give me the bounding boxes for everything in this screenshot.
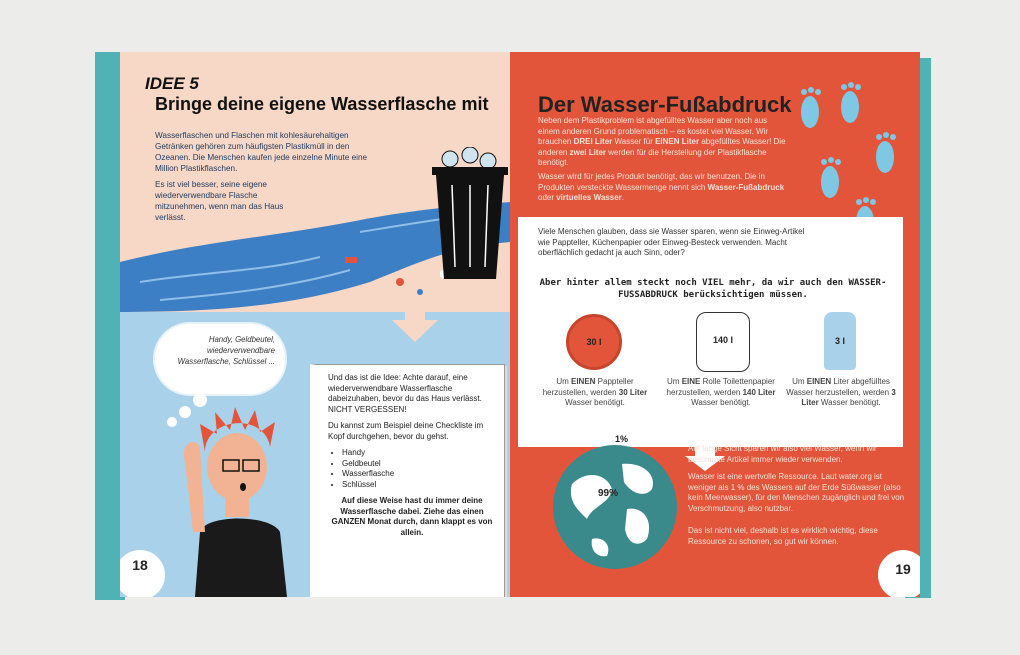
advice-paragraph: Es ist viel besser, seine eigene wiederverwendbare Flasche mitzunehmen, wenn man das Haus verlässt.	[155, 180, 284, 222]
page-left	[120, 52, 510, 597]
page-number-right: 19	[878, 550, 920, 597]
globe-icon	[552, 444, 678, 570]
note-conclusion: Auf diese Weise hast du immer deine Wasserflasche dabei. Ziehe das einen GANZEN Monat durch, dann klappt es von allein.	[331, 496, 493, 537]
water-cost-paragraph: Neben dem Plastikproblem ist abgefülltes Wasser aber noch aus einem anderen Grund problematisch – es kostet viel Wasser. Wir brauchen DREI Liter Wasser für EINEN Liter abgefülltes Wasser! Die anderen zwei Liter werden für die Herstellung der Plastikflasche benötigt.	[538, 116, 786, 167]
checklist-note	[310, 364, 505, 597]
idea-heading: IDEE 5	[145, 74, 199, 93]
comparison-intro: Viele Menschen glauben, dass sie Wasser sparen, wenn sie Einweg-Artikel wie Pappteller, Küchenpapier oder Einweg-Besteck verwenden. Macht oberflächlich gedacht ja auch Sinn, oder?	[538, 227, 805, 257]
plate-label: 30 l	[586, 337, 602, 347]
toilet-roll-label: 140 l	[712, 335, 734, 345]
note-paragraph-idea: Und das ist die Idee: Achte darauf, eine wiederverwendbare Wasserflasche dabeizuhaben, bevor du das Haus verlässt. NICHT VERGESSEN!	[328, 373, 482, 414]
water-bottle-label: 3 l	[834, 336, 845, 346]
checklist-item: • Schlüssel	[342, 480, 496, 491]
page-number-left: 18	[120, 550, 165, 597]
comparison-box	[518, 217, 903, 447]
note-paragraph-checklist: Du kannst zum Beispiel deine Checkliste im Kopf durchgehen, bevor du gehst.	[328, 421, 484, 441]
other-water-percent: 99%	[598, 488, 619, 499]
intro-paragraph: Wasserflaschen und Flaschen mit kohlesäurehaltigen Getränken gehören zum häufigsten Plastikmüll in den Ozeanen. Die Menschen kaufen jede einzelne Minute eine Million Plastikflaschen.	[155, 131, 368, 173]
page-right	[510, 52, 920, 597]
conservation-paragraph: Das ist nicht viel, deshalb ist es wirklich wichtig, diese Ressource zu schonen, so gut wir können.	[688, 526, 878, 546]
page-title: Bringe deine eigene Wasserflasche mit	[155, 94, 489, 114]
water-bottle-icon	[824, 312, 856, 370]
checklist-item: • Handy	[342, 448, 496, 459]
comparison-highlight: Aber hinter allem steckt noch VIEL mehr, da wir auch den WASSER-FUSSABDRUCK berücksichtigen müssen.	[539, 278, 887, 300]
toilet-roll-description: Um EINE Rolle Toilettenpapier herzustellen, werden 140 Liter Wasser benötigt.	[666, 377, 776, 407]
reuse-paragraph: Auf lange Sicht sparen wir also viel Wasser, wenn wir bestimmte Artikel immer wieder verwenden.	[688, 444, 877, 464]
water-bottle-description: Um EINEN Liter abgefülltes Wasser herzustellen, werden 3 Liter Wasser benötigt.	[786, 377, 896, 407]
plate-description: Um EINEN Pappteller herzustellen, werden 30 Liter Wasser benötigt.	[542, 377, 648, 407]
thought-bubble-text: Handy, Geldbeutel, wiederverwendbare Wasserflasche, Schlüssel ...	[177, 335, 275, 366]
checklist-item: • Wasserflasche	[342, 469, 496, 480]
checklist-item: • Geldbeutel	[342, 459, 496, 470]
right-page-title: Der Wasser-Fußabdruck	[538, 92, 792, 117]
trash-can-icon	[430, 147, 510, 282]
boy-illustration	[175, 402, 305, 597]
freshwater-percent: 1%	[615, 434, 629, 444]
plate-icon	[566, 314, 622, 370]
arrow-down-icon	[390, 302, 440, 342]
note-content	[328, 373, 496, 544]
toilet-roll-icon	[696, 312, 750, 372]
checklist	[328, 448, 496, 490]
virtual-water-paragraph: Wasser wird für jedes Produkt benötigt, das wir benutzen. Die in Produkten versteckte Wassermenge nennt sich Wasser-Fußabdruck oder virtuelles Wasser.	[538, 172, 785, 202]
resource-paragraph: Wasser ist eine wertvolle Ressource. Laut water.org ist weniger als 1 % des Wassers auf der Erde Süßwasser (also kein Meerwasser), für den Menschen zugänglich und frei von Verschmutzung, also nutzbar.	[688, 472, 905, 513]
